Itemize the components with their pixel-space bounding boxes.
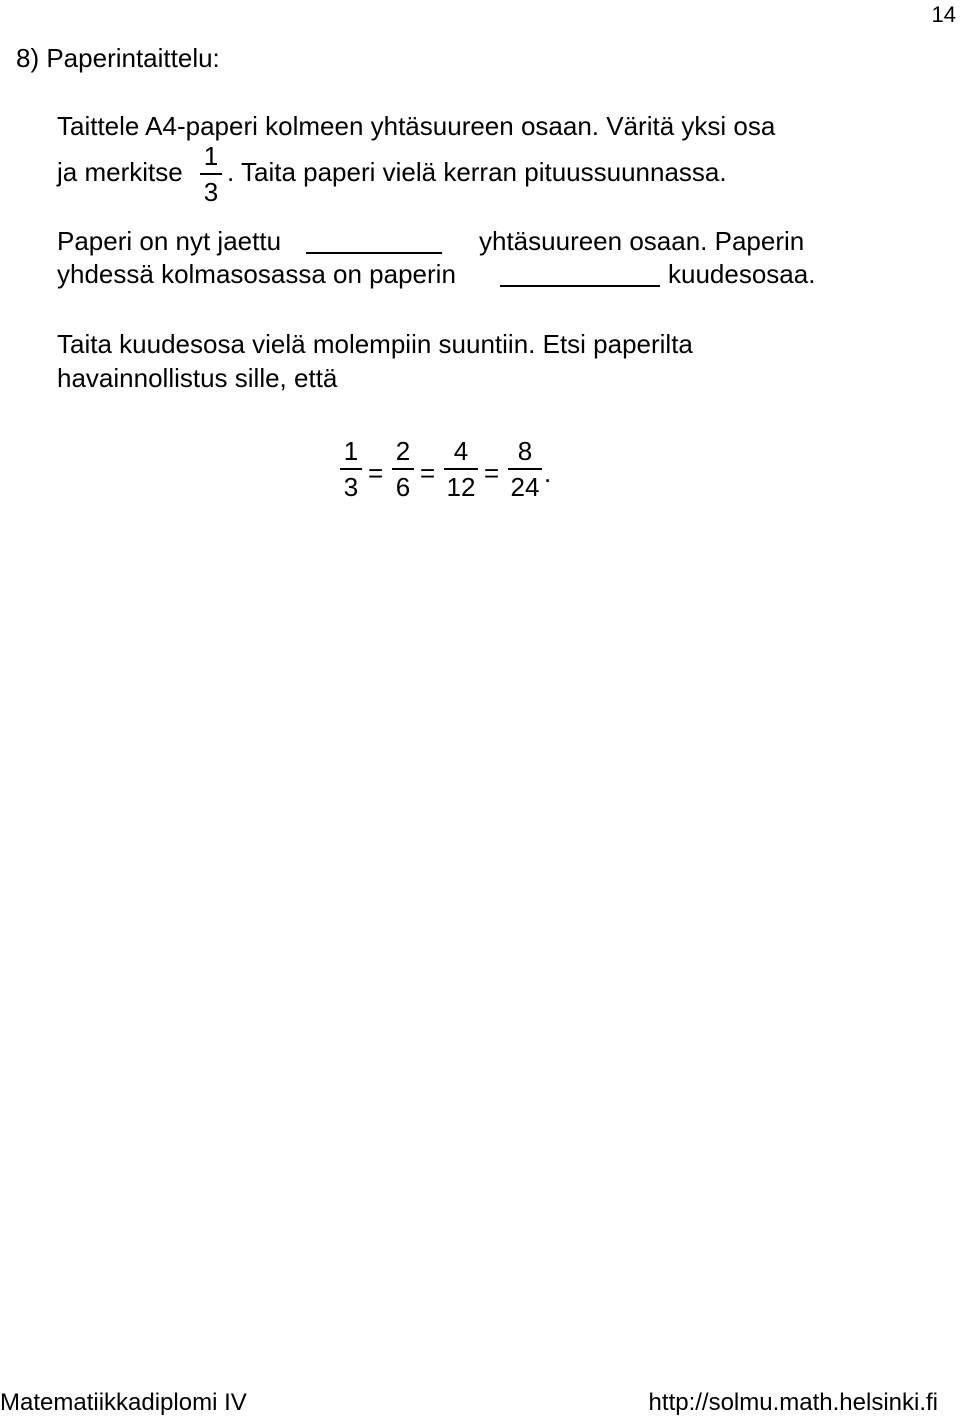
answer-blank-1[interactable] bbox=[306, 232, 442, 254]
equation-period: . bbox=[544, 458, 552, 488]
paragraph-2-line-1-start: Paperi on nyt jaettu bbox=[57, 226, 282, 256]
fraction-one-third bbox=[200, 142, 222, 206]
fraction-bar bbox=[508, 468, 542, 470]
equals-sign: = bbox=[368, 458, 384, 488]
fraction-bar bbox=[444, 468, 478, 470]
fraction-bar bbox=[392, 468, 414, 470]
fraction-numerator: 8 bbox=[517, 436, 533, 466]
paragraph-2-line-1-end: yhtäsuureen osaan. Paperin bbox=[479, 226, 805, 256]
footer-url: http://solmu.math.helsinki.fi bbox=[648, 1389, 938, 1416]
equation-fraction-1 bbox=[340, 437, 362, 501]
fraction-numerator: 4 bbox=[453, 436, 469, 466]
equals-sign: = bbox=[484, 458, 500, 488]
paragraph-3-line-2: havainnollistus sille, että bbox=[57, 363, 338, 393]
fraction-denominator: 3 bbox=[343, 472, 359, 502]
equals-sign: = bbox=[420, 458, 436, 488]
fraction-denominator: 12 bbox=[446, 472, 476, 502]
fraction-denominator: 3 bbox=[203, 177, 219, 207]
paragraph-1-line-1: Taittele A4-paperi kolmeen yhtäsuureen osaan. Väritä yksi osa bbox=[57, 111, 776, 141]
fraction-bar bbox=[200, 173, 222, 175]
paragraph-1-line-2-start: ja merkitse bbox=[57, 157, 183, 187]
fraction-numerator: 1 bbox=[203, 141, 219, 171]
equation-fraction-3 bbox=[444, 437, 478, 501]
fraction-denominator: 24 bbox=[510, 472, 540, 502]
exercise-heading: 8) Paperintaittelu: bbox=[16, 43, 220, 73]
fraction-numerator: 1 bbox=[343, 436, 359, 466]
paragraph-1-line-2-end: . Taita paperi vielä kerran pituussuunnassa. bbox=[227, 157, 727, 187]
equation-fraction-4 bbox=[508, 437, 542, 501]
equation-fraction-2 bbox=[392, 437, 414, 501]
answer-blank-2[interactable] bbox=[500, 265, 660, 287]
paragraph-3-line-1: Taita kuudesosa vielä molempiin suuntiin. Etsi paperilta bbox=[57, 329, 693, 359]
footer-title: Matematiikkadiplomi IV bbox=[0, 1389, 247, 1416]
fraction-numerator: 2 bbox=[395, 436, 411, 466]
fraction-bar bbox=[340, 468, 362, 470]
page-number: 14 bbox=[931, 2, 956, 27]
paragraph-2-line-2-end: kuudesosaa. bbox=[668, 259, 816, 289]
paragraph-2-line-2-start: yhdessä kolmasosassa on paperin bbox=[57, 259, 456, 289]
fraction-denominator: 6 bbox=[395, 472, 411, 502]
